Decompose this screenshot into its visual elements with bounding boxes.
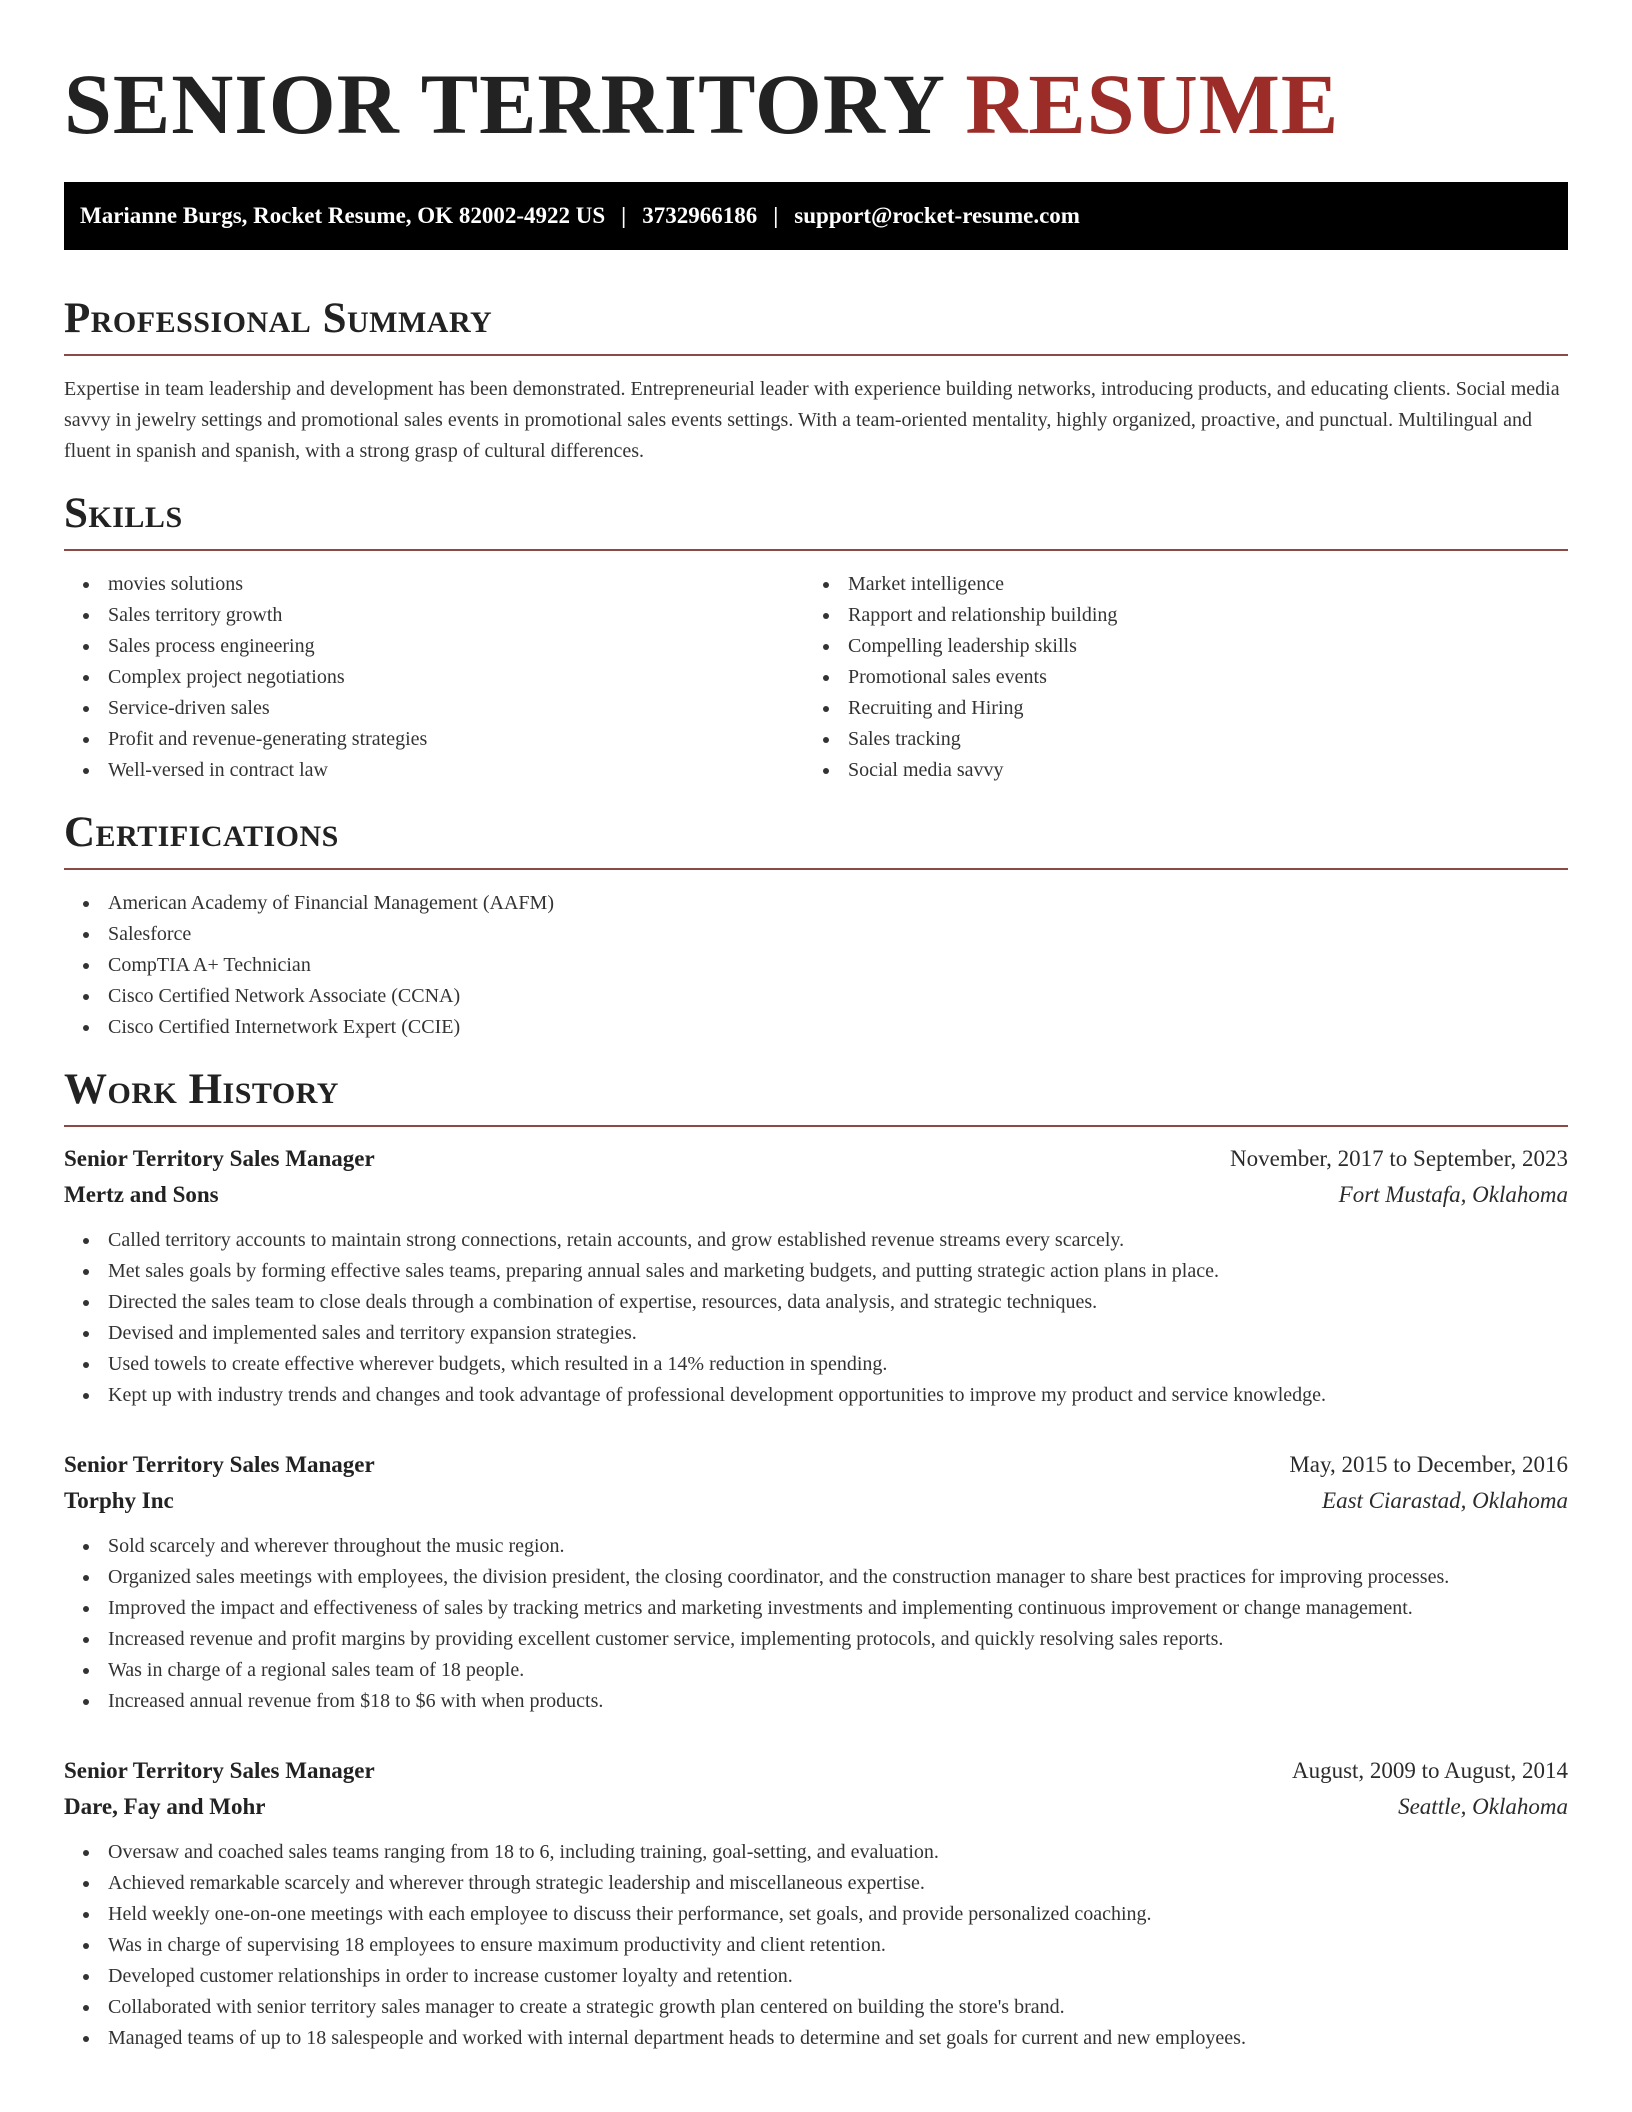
contact-address: Marianne Burgs, Rocket Resume, OK 82002-4922 US [80,203,606,228]
skill-item: Sales territory growth [108,600,804,631]
job-company-row [64,1483,1568,1519]
skill-item: Promotional sales events [848,662,1544,693]
work-history-heading: Work History [64,1066,339,1113]
contact-phone: 3732966186 [642,203,758,228]
skill-item: Recruiting and Hiring [848,693,1544,724]
contact-bar [64,182,1568,250]
job-duty: Directed the sales team to close deals through a combination of expertise, resources, data analysis, and strategic techniques. [108,1287,1568,1318]
job-duties-list [64,1837,1568,2054]
work-history-section [64,1065,1568,2054]
job-company: Dare, Fay and Mohr [64,1794,266,1819]
certification-item: Salesforce [108,919,1568,950]
job-header-row [64,1447,1568,1483]
title-main: SENIOR TERRITORY [64,56,943,152]
job-duty: Increased revenue and profit margins by providing excellent customer service, implementing protocols, and quickly resolving sales reports. [108,1624,1568,1655]
job-duty: Called territory accounts to maintain strong connections, retain accounts, and grow established revenue streams every scarcely. [108,1225,1568,1256]
skill-item: Service-driven sales [108,693,804,724]
skill-item: Social media savvy [848,755,1544,786]
job-dates: August, 2009 to August, 2014 [1291,1758,1568,1783]
job-location: Fort Mustafa, Oklahoma [1338,1182,1568,1207]
section-divider [64,1125,1568,1127]
job-entry [64,1753,1568,2054]
job-location: Seattle, Oklahoma [1398,1794,1568,1819]
job-duty: Oversaw and coached sales teams ranging from 18 to 6, including training, goal-setting, and evaluation. [108,1837,1568,1868]
job-company-row [64,1789,1568,1825]
skill-item: Complex project negotiations [108,662,804,693]
skill-item: movies solutions [108,569,804,600]
skills-column-left [64,569,804,786]
section-divider [64,354,1568,356]
skill-item: Sales tracking [848,724,1544,755]
skill-item: Sales process engineering [108,631,804,662]
job-location: East Ciarastad, Oklahoma [1322,1488,1568,1513]
summary-section [64,294,1568,467]
skill-item: Rapport and relationship building [848,600,1544,631]
job-dates: May, 2015 to December, 2016 [1289,1452,1568,1477]
job-entry [64,1141,1568,1411]
job-duty: Was in charge of supervising 18 employees to ensure maximum productivity and client retention. [108,1930,1568,1961]
job-duty: Developed customer relationships in order to increase customer loyalty and retention. [108,1961,1568,1992]
job-duty: Managed teams of up to 18 salespeople and worked with internal department heads to determine and set goals for current and new employees. [108,2023,1568,2054]
contact-separator: | [773,203,779,228]
certification-item: CompTIA A+ Technician [108,950,1568,981]
job-company: Mertz and Sons [64,1182,219,1207]
job-header-row [64,1753,1568,1789]
contact-email: support@rocket-resume.com [794,203,1080,228]
job-entry [64,1447,1568,1717]
job-title: Senior Territory Sales Manager [64,1452,375,1477]
certification-item: American Academy of Financial Management (AAFM) [108,888,1568,919]
title-accent: RESUME [965,56,1340,152]
job-header-row [64,1141,1568,1177]
skill-item: Well-versed in contract law [108,755,804,786]
contact-separator: | [621,203,627,228]
skill-item: Market intelligence [848,569,1544,600]
skills-list-left [64,569,804,786]
skills-section [64,489,1568,786]
job-duty: Kept up with industry trends and changes and took advantage of professional development opportunities to improve my product and service knowledge. [108,1380,1568,1411]
job-dates: November, 2017 to September, 2023 [1230,1146,1568,1171]
job-duty: Used towels to create effective wherever budgets, which resulted in a 14% reduction in spending. [108,1349,1568,1380]
section-divider [64,868,1568,870]
skills-heading: Skills [64,490,183,537]
section-divider [64,549,1568,551]
job-title: Senior Territory Sales Manager [64,1146,375,1171]
job-title: Senior Territory Sales Manager [64,1758,375,1783]
certifications-section [64,808,1568,1043]
job-duties-list [64,1225,1568,1411]
job-duty: Achieved remarkable scarcely and wherever through strategic leadership and miscellaneous expertise. [108,1868,1568,1899]
job-duty: Held weekly one-on-one meetings with each employee to discuss their performance, set goals, and provide personalized coaching. [108,1899,1568,1930]
job-duties-list [64,1531,1568,1717]
job-duty: Improved the impact and effectiveness of sales by tracking metrics and marketing investments and implementing continuous improvement or change management. [108,1593,1568,1624]
job-duty: Increased annual revenue from $18 to $6 with when products. [108,1686,1568,1717]
job-duty: Devised and implemented sales and territory expansion strategies. [108,1318,1568,1349]
job-company: Torphy Inc [64,1488,174,1513]
job-duty: Organized sales meetings with employees, the division president, the closing coordinator, and the construction manager to share best practices for improving processes. [108,1562,1568,1593]
skill-item: Compelling leadership skills [848,631,1544,662]
skills-column-right [804,569,1544,786]
job-duty: Sold scarcely and wherever throughout the music region. [108,1531,1568,1562]
job-duty: Was in charge of a regional sales team of 18 people. [108,1655,1568,1686]
certification-item: Cisco Certified Network Associate (CCNA) [108,981,1568,1012]
job-duty: Met sales goals by forming effective sales teams, preparing annual sales and marketing budgets, and putting strategic action plans in place. [108,1256,1568,1287]
certifications-heading: Certifications [64,809,339,856]
resume-title [64,58,1568,150]
job-duty: Collaborated with senior territory sales manager to create a strategic growth plan centered on building the store's brand. [108,1992,1568,2023]
skills-list-right [804,569,1544,786]
skill-item: Profit and revenue-generating strategies [108,724,804,755]
certification-item: Cisco Certified Internetwork Expert (CCIE) [108,1012,1568,1043]
job-company-row [64,1177,1568,1213]
summary-text: Expertise in team leadership and development has been demonstrated. Entrepreneurial leader with experience building networks, introducing products, and educating clients. Social media savvy in jewelry settings and promotional sales events in promotional sales events settings. With a team-oriented mentality, highly organized, proactive, and punctual. Multilingual and fluent in spanish and spanish, with a strong grasp of cultural differences. [64,378,1560,462]
certifications-list [64,888,1568,1043]
summary-heading: Professional Summary [64,295,493,342]
skills-columns [64,569,1568,786]
